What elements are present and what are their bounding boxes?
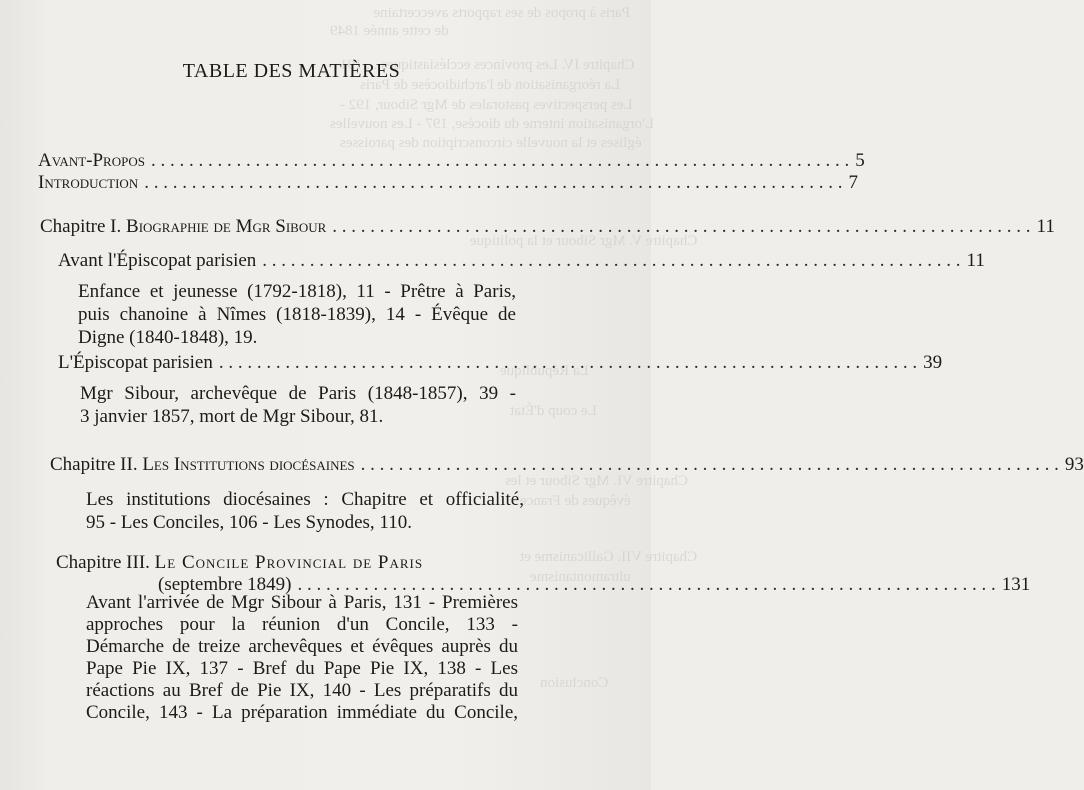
toc-entry-label: Avant-Propos xyxy=(38,150,145,171)
summary-line: approches pour la réunion d'un Concile, 133 - xyxy=(86,614,518,635)
show-through-line: Chapitre IV. Les provinces ecclésiastiques ... 191 xyxy=(340,57,635,73)
show-through-line: Les perspectives pastorales de Mgr Sibour, 192 - xyxy=(340,97,633,113)
show-through-line: ultramontanisme xyxy=(530,569,631,585)
summary-line: puis chanoine à Nîmes (1818-1839), 14 - Évêque de xyxy=(78,304,516,325)
toc-entry-introduction xyxy=(38,172,858,194)
show-through-line: La réorganisation de l'archidiocèse de Paris xyxy=(360,77,621,93)
show-through-line: Conclusion xyxy=(540,675,609,691)
toc-section-page: 11 xyxy=(966,250,985,271)
section-summary xyxy=(78,280,516,349)
chapter-title: Les Institutions diocésaines xyxy=(142,454,355,475)
toc-entry-avant-propos xyxy=(38,150,865,172)
summary-line: Enfance et jeunesse (1792-1818), 11 - Prêtre à Paris, xyxy=(78,281,516,302)
show-through-line: Chapitre VII. Gallicanisme et xyxy=(520,549,698,565)
toc-section-avant-episcopat xyxy=(58,250,985,272)
leader-dots xyxy=(219,352,917,374)
show-through-line: Chapitre V. Mgr Sibour et la politique xyxy=(470,233,698,249)
toc-chapter-page: 11 xyxy=(1036,216,1055,237)
toc-entry-page: 5 xyxy=(855,150,865,171)
show-through-line: L'organisation interne du diocèse, 197 - Les nouvelles xyxy=(330,116,655,132)
toc-chapter-page: 131 xyxy=(1001,574,1031,595)
toc-chapter-label xyxy=(50,454,355,476)
show-through-line: Chapitre VI. Mgr Sibour et les xyxy=(505,473,689,489)
leader-dots xyxy=(151,150,849,172)
summary-line: réactions au Bref de Pie IX, 140 - Les préparatifs du xyxy=(86,680,518,701)
show-through-line: Paris à propos de ses rapports aveccertaine xyxy=(373,5,630,21)
page-title: TABLE DES MATIÈRES xyxy=(182,60,401,82)
toc-chapter-label xyxy=(40,216,326,238)
leader-dots xyxy=(332,216,1030,238)
chapter-title: Le Concile Provincial de Paris xyxy=(154,552,424,573)
summary-line: Démarche de treize archevêques et évêques auprès du xyxy=(86,636,518,657)
show-through-line: évêques de France xyxy=(520,493,631,509)
leader-dots xyxy=(361,454,1059,476)
show-through-line: La République xyxy=(500,363,589,379)
show-through-line: de cette année 1849 xyxy=(330,23,449,39)
toc-entry-page: 7 xyxy=(848,172,858,193)
leader-dots xyxy=(262,250,960,272)
summary-line: Les institutions diocésaines : Chapitre et officialité, xyxy=(86,489,524,510)
toc-section-label: Avant l'Épiscopat parisien xyxy=(58,250,257,271)
summary-line: Avant l'arrivée de Mgr Sibour à Paris, 131 - Premières xyxy=(86,592,518,613)
toc-section-page: 39 xyxy=(923,352,943,373)
show-through-line: Le coup d'État xyxy=(510,403,597,419)
summary-line: 95 - Les Conciles, 106 - Les Synodes, 110. xyxy=(86,512,412,533)
summary-line: Mgr Sibour, archevêque de Paris (1848-1857), 39 - xyxy=(80,383,516,404)
chapter-summary xyxy=(86,592,518,724)
toc-entry-label: Introduction xyxy=(38,172,139,193)
toc-chapter-page: 93 xyxy=(1064,454,1084,475)
chapter-subtitle: (septembre 1849) xyxy=(158,574,292,595)
chapter-prefix: Chapitre I. xyxy=(40,216,122,237)
chapter-summary xyxy=(86,488,524,534)
toc-section-label: L'Épiscopat parisien xyxy=(58,352,213,373)
leader-dots xyxy=(144,172,842,194)
toc-chapter-3 xyxy=(56,552,436,574)
summary-line: 3 janvier 1857, mort de Mgr Sibour, 81. xyxy=(80,406,384,427)
show-through-line: églises et la nouvelle circonscription des paroisses xyxy=(340,135,642,151)
toc-chapter-1 xyxy=(40,216,1055,238)
toc-chapter-2 xyxy=(50,454,1084,476)
toc-chapter-label xyxy=(56,552,423,574)
summary-line: Concile, 143 - La préparation immédiate du Concile, xyxy=(86,702,518,723)
summary-line: Pape Pie IX, 137 - Bref du Pape Pie IX, 138 - Les xyxy=(86,658,518,679)
chapter-prefix: Chapitre II. xyxy=(50,454,138,475)
summary-line: Digne (1840-1848), 19. xyxy=(78,327,258,348)
section-summary xyxy=(80,382,516,428)
chapter-title: Biographie de Mgr Sibour xyxy=(126,216,327,237)
chapter-prefix: Chapitre III. xyxy=(56,552,150,573)
